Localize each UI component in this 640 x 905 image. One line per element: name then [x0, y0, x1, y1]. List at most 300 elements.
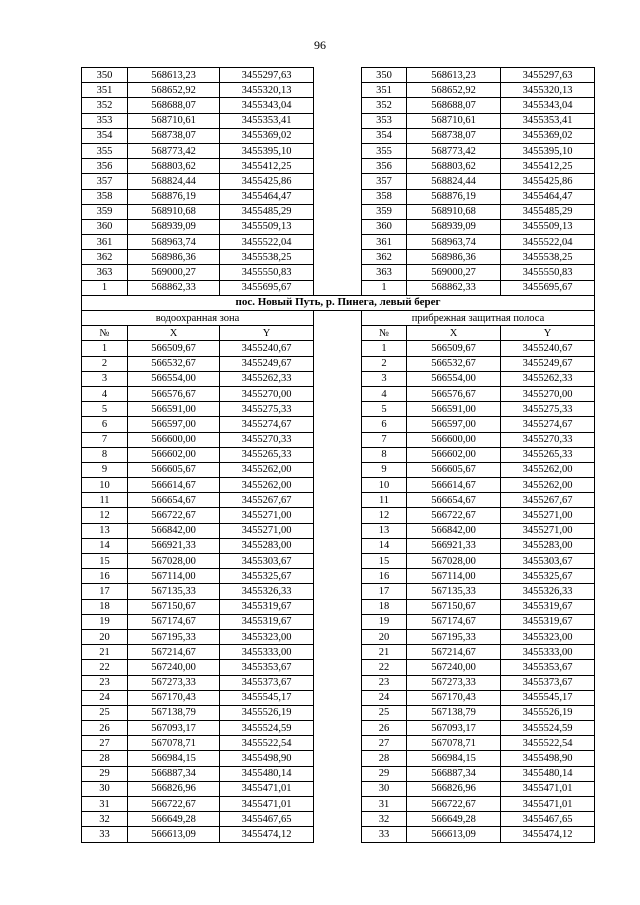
left-y-coordinate: 3455474,12 — [220, 827, 314, 842]
right-y-coordinate: 3455412,25 — [501, 159, 595, 174]
left-y-coordinate: 3455467,65 — [220, 812, 314, 827]
table-row — [82, 584, 595, 599]
column-gap — [314, 493, 362, 508]
coordinates-table — [81, 67, 595, 843]
right-point-number: 21 — [362, 645, 407, 660]
left-x-coordinate: 566509,67 — [128, 341, 220, 356]
right-x-coordinate: 567138,79 — [407, 705, 501, 720]
left-point-number: 33 — [82, 827, 128, 842]
left-x-coordinate: 568824,44 — [128, 174, 220, 189]
right-y-coordinate: 3455353,41 — [501, 113, 595, 128]
left-point-number: 2 — [82, 356, 128, 371]
left-x-coordinate: 567174,67 — [128, 614, 220, 629]
column-gap — [314, 417, 362, 432]
left-y-coordinate: 3455353,67 — [220, 660, 314, 675]
main-rows — [82, 341, 595, 842]
table-row — [82, 538, 595, 553]
right-x-coordinate: 568710,61 — [407, 113, 501, 128]
column-gap — [314, 721, 362, 736]
right-x-coordinate: 567135,33 — [407, 584, 501, 599]
left-point-number: 360 — [82, 219, 128, 234]
left-x-coordinate: 567170,43 — [128, 690, 220, 705]
left-y-coordinate: 3455323,00 — [220, 629, 314, 644]
left-zone-label: водоохранная зона — [82, 311, 314, 326]
column-gap — [314, 326, 362, 341]
left-point-number: 357 — [82, 174, 128, 189]
left-x-coordinate: 566887,34 — [128, 766, 220, 781]
column-gap — [314, 402, 362, 417]
left-x-coordinate: 567150,67 — [128, 599, 220, 614]
table-row — [82, 417, 595, 432]
right-point-number: 353 — [362, 113, 407, 128]
left-x-coordinate: 568688,07 — [128, 98, 220, 113]
right-y-coordinate: 3455262,00 — [501, 478, 595, 493]
left-y-coordinate: 3455369,02 — [220, 128, 314, 143]
column-gap — [314, 569, 362, 584]
table-row — [82, 371, 595, 386]
right-point-number: 18 — [362, 599, 407, 614]
left-y-coordinate: 3455471,01 — [220, 781, 314, 796]
right-x-coordinate: 568876,19 — [407, 189, 501, 204]
column-gap — [314, 629, 362, 644]
right-y-coordinate: 3455485,29 — [501, 204, 595, 219]
right-y-coordinate: 3455271,00 — [501, 508, 595, 523]
left-x-coordinate: 567078,71 — [128, 736, 220, 751]
right-point-number: 23 — [362, 675, 407, 690]
right-y-coordinate: 3455319,67 — [501, 614, 595, 629]
left-point-number: 9 — [82, 462, 128, 477]
left-y-coordinate: 3455526,19 — [220, 705, 314, 720]
left-x-coordinate: 568963,74 — [128, 235, 220, 250]
left-x-coordinate: 568939,09 — [128, 219, 220, 234]
table-row — [82, 721, 595, 736]
right-y-coordinate: 3455526,19 — [501, 705, 595, 720]
table-row — [82, 766, 595, 781]
left-point-number: 363 — [82, 265, 128, 280]
right-point-number: 22 — [362, 660, 407, 675]
left-point-number: 354 — [82, 128, 128, 143]
right-x-coordinate: 568910,68 — [407, 204, 501, 219]
left-x-coordinate: 567273,33 — [128, 675, 220, 690]
column-gap — [314, 341, 362, 356]
column-gap — [314, 235, 362, 250]
right-y-coordinate: 3455274,67 — [501, 417, 595, 432]
header-y: Y — [220, 326, 314, 341]
table-row — [82, 432, 595, 447]
table-row — [82, 174, 595, 189]
left-point-number: 31 — [82, 797, 128, 812]
left-point-number: 362 — [82, 250, 128, 265]
page-number: 96 — [314, 38, 326, 52]
left-x-coordinate: 566842,00 — [128, 523, 220, 538]
left-y-coordinate: 3455249,67 — [220, 356, 314, 371]
table-row — [82, 508, 595, 523]
table-row — [82, 265, 595, 280]
right-point-number: 28 — [362, 751, 407, 766]
right-y-coordinate: 3455249,67 — [501, 356, 595, 371]
right-x-coordinate: 566649,28 — [407, 812, 501, 827]
table-row — [82, 98, 595, 113]
right-y-coordinate: 3455270,33 — [501, 432, 595, 447]
right-y-coordinate: 3455326,33 — [501, 584, 595, 599]
left-point-number: 24 — [82, 690, 128, 705]
left-y-coordinate: 3455524,59 — [220, 721, 314, 736]
right-y-coordinate: 3455474,12 — [501, 827, 595, 842]
column-gap — [314, 645, 362, 660]
right-x-coordinate: 566532,67 — [407, 356, 501, 371]
left-point-number: 32 — [82, 812, 128, 827]
right-x-coordinate: 568613,23 — [407, 68, 501, 83]
right-point-number: 363 — [362, 265, 407, 280]
right-point-number: 356 — [362, 159, 407, 174]
right-y-coordinate: 3455509,13 — [501, 219, 595, 234]
left-point-number: 30 — [82, 781, 128, 796]
left-point-number: 28 — [82, 751, 128, 766]
left-y-coordinate: 3455522,54 — [220, 736, 314, 751]
right-y-coordinate: 3455267,67 — [501, 493, 595, 508]
left-x-coordinate: 567138,79 — [128, 705, 220, 720]
right-y-coordinate: 3455297,63 — [501, 68, 595, 83]
right-point-number: 3 — [362, 371, 407, 386]
right-zone-label: прибрежная защитная полоса — [362, 311, 595, 326]
right-y-coordinate: 3455262,33 — [501, 371, 595, 386]
left-x-coordinate: 567195,33 — [128, 629, 220, 644]
column-gap — [314, 690, 362, 705]
left-x-coordinate: 567114,00 — [128, 569, 220, 584]
table-row — [82, 250, 595, 265]
column-gap — [314, 584, 362, 599]
right-point-number: 26 — [362, 721, 407, 736]
right-y-coordinate: 3455471,01 — [501, 781, 595, 796]
column-gap — [314, 781, 362, 796]
column-gap — [314, 797, 362, 812]
table-row — [82, 493, 595, 508]
right-y-coordinate: 3455265,33 — [501, 447, 595, 462]
left-point-number: 352 — [82, 98, 128, 113]
section-title: пос. Новый Путь, р. Пинега, левый берег — [82, 295, 595, 310]
table-row — [82, 523, 595, 538]
left-point-number: 358 — [82, 189, 128, 204]
section-header — [82, 295, 595, 341]
left-y-coordinate: 3455326,33 — [220, 584, 314, 599]
table-row — [82, 447, 595, 462]
left-y-coordinate: 3455425,86 — [220, 174, 314, 189]
left-y-coordinate: 3455412,25 — [220, 159, 314, 174]
column-gap — [314, 386, 362, 401]
right-point-number: 12 — [362, 508, 407, 523]
column-gap — [314, 599, 362, 614]
right-x-coordinate: 566921,33 — [407, 538, 501, 553]
right-x-coordinate: 567078,71 — [407, 736, 501, 751]
right-point-number: 20 — [362, 629, 407, 644]
left-x-coordinate: 568862,33 — [128, 280, 220, 295]
left-y-coordinate: 3455262,00 — [220, 478, 314, 493]
table-row — [82, 614, 595, 629]
right-x-coordinate: 567174,67 — [407, 614, 501, 629]
right-point-number: 27 — [362, 736, 407, 751]
column-gap — [314, 766, 362, 781]
right-x-coordinate: 566826,96 — [407, 781, 501, 796]
column-gap — [314, 356, 362, 371]
right-point-number: 29 — [362, 766, 407, 781]
table-row — [82, 812, 595, 827]
column-gap — [314, 736, 362, 751]
left-x-coordinate: 566984,15 — [128, 751, 220, 766]
right-point-number: 9 — [362, 462, 407, 477]
right-y-coordinate: 3455353,67 — [501, 660, 595, 675]
table-row — [82, 462, 595, 477]
left-y-coordinate: 3455550,83 — [220, 265, 314, 280]
right-x-coordinate: 566605,67 — [407, 462, 501, 477]
right-x-coordinate: 566597,00 — [407, 417, 501, 432]
left-point-number: 4 — [82, 386, 128, 401]
left-point-number: 25 — [82, 705, 128, 720]
right-x-coordinate: 567214,67 — [407, 645, 501, 660]
left-x-coordinate: 566826,96 — [128, 781, 220, 796]
left-x-coordinate: 566614,67 — [128, 478, 220, 493]
left-x-coordinate: 567240,00 — [128, 660, 220, 675]
left-point-number: 8 — [82, 447, 128, 462]
right-x-coordinate: 566722,67 — [407, 797, 501, 812]
right-x-coordinate: 568939,09 — [407, 219, 501, 234]
right-point-number: 2 — [362, 356, 407, 371]
column-gap — [314, 204, 362, 219]
left-point-number: 350 — [82, 68, 128, 83]
right-point-number: 361 — [362, 235, 407, 250]
right-point-number: 357 — [362, 174, 407, 189]
right-y-coordinate: 3455373,67 — [501, 675, 595, 690]
table-row — [82, 781, 595, 796]
right-y-coordinate: 3455303,67 — [501, 554, 595, 569]
right-y-coordinate: 3455369,02 — [501, 128, 595, 143]
left-x-coordinate: 566613,09 — [128, 827, 220, 842]
left-y-coordinate: 3455319,67 — [220, 614, 314, 629]
right-point-number: 8 — [362, 447, 407, 462]
left-x-coordinate: 566722,67 — [128, 508, 220, 523]
right-y-coordinate: 3455524,59 — [501, 721, 595, 736]
table-row — [82, 356, 595, 371]
table-row — [82, 705, 595, 720]
right-x-coordinate: 568652,92 — [407, 83, 501, 98]
column-gap — [314, 280, 362, 295]
right-point-number: 5 — [362, 402, 407, 417]
left-x-coordinate: 568613,23 — [128, 68, 220, 83]
left-point-number: 7 — [82, 432, 128, 447]
right-point-number: 359 — [362, 204, 407, 219]
right-y-coordinate: 3455464,47 — [501, 189, 595, 204]
left-x-coordinate: 566532,67 — [128, 356, 220, 371]
left-y-coordinate: 3455262,00 — [220, 462, 314, 477]
column-gap — [314, 174, 362, 189]
left-y-coordinate: 3455265,33 — [220, 447, 314, 462]
left-x-coordinate: 567214,67 — [128, 645, 220, 660]
header-x: X — [407, 326, 501, 341]
left-y-coordinate: 3455297,63 — [220, 68, 314, 83]
right-x-coordinate: 567114,00 — [407, 569, 501, 584]
left-x-coordinate: 568986,36 — [128, 250, 220, 265]
right-x-coordinate: 566654,67 — [407, 493, 501, 508]
column-gap — [314, 447, 362, 462]
left-y-coordinate: 3455343,04 — [220, 98, 314, 113]
left-x-coordinate: 568910,68 — [128, 204, 220, 219]
right-y-coordinate: 3455319,67 — [501, 599, 595, 614]
right-point-number: 16 — [362, 569, 407, 584]
left-point-number: 18 — [82, 599, 128, 614]
left-y-coordinate: 3455283,00 — [220, 538, 314, 553]
left-point-number: 27 — [82, 736, 128, 751]
right-x-coordinate: 568862,33 — [407, 280, 501, 295]
right-point-number: 14 — [362, 538, 407, 553]
right-point-number: 352 — [362, 98, 407, 113]
left-point-number: 355 — [82, 143, 128, 158]
left-point-number: 1 — [82, 280, 128, 295]
left-y-coordinate: 3455522,04 — [220, 235, 314, 250]
column-gap — [314, 827, 362, 842]
column-gap — [314, 250, 362, 265]
left-point-number: 359 — [82, 204, 128, 219]
right-point-number: 30 — [362, 781, 407, 796]
right-point-number: 17 — [362, 584, 407, 599]
right-y-coordinate: 3455262,00 — [501, 462, 595, 477]
left-x-coordinate: 566576,67 — [128, 386, 220, 401]
left-point-number: 361 — [82, 235, 128, 250]
right-point-number: 31 — [362, 797, 407, 812]
left-point-number: 351 — [82, 83, 128, 98]
right-point-number: 1 — [362, 280, 407, 295]
left-point-number: 10 — [82, 478, 128, 493]
column-gap — [314, 83, 362, 98]
right-point-number: 4 — [362, 386, 407, 401]
column-gap — [314, 478, 362, 493]
table-row — [82, 797, 595, 812]
left-x-coordinate: 566554,00 — [128, 371, 220, 386]
right-point-number: 15 — [362, 554, 407, 569]
right-x-coordinate: 566984,15 — [407, 751, 501, 766]
right-y-coordinate: 3455275,33 — [501, 402, 595, 417]
right-point-number: 32 — [362, 812, 407, 827]
column-gap — [314, 812, 362, 827]
table-row — [82, 402, 595, 417]
table-row — [82, 629, 595, 644]
right-y-coordinate: 3455480,14 — [501, 766, 595, 781]
left-x-coordinate: 566649,28 — [128, 812, 220, 827]
left-y-coordinate: 3455262,33 — [220, 371, 314, 386]
column-gap — [314, 705, 362, 720]
column-gap — [314, 311, 362, 326]
right-x-coordinate: 566602,00 — [407, 447, 501, 462]
column-gap — [314, 508, 362, 523]
left-point-number: 16 — [82, 569, 128, 584]
right-x-coordinate: 567150,67 — [407, 599, 501, 614]
left-x-coordinate: 568773,42 — [128, 143, 220, 158]
right-point-number: 1 — [362, 341, 407, 356]
right-point-number: 7 — [362, 432, 407, 447]
table-row — [82, 159, 595, 174]
table-row — [82, 235, 595, 250]
right-x-coordinate: 566887,34 — [407, 766, 501, 781]
left-point-number: 15 — [82, 554, 128, 569]
left-x-coordinate: 566597,00 — [128, 417, 220, 432]
right-x-coordinate: 566554,00 — [407, 371, 501, 386]
left-point-number: 17 — [82, 584, 128, 599]
left-y-coordinate: 3455485,29 — [220, 204, 314, 219]
right-x-coordinate: 568963,74 — [407, 235, 501, 250]
left-point-number: 3 — [82, 371, 128, 386]
right-x-coordinate: 568824,44 — [407, 174, 501, 189]
table-row — [82, 189, 595, 204]
left-x-coordinate: 567135,33 — [128, 584, 220, 599]
left-x-coordinate: 566602,00 — [128, 447, 220, 462]
right-y-coordinate: 3455695,67 — [501, 280, 595, 295]
left-y-coordinate: 3455320,13 — [220, 83, 314, 98]
table-row — [82, 386, 595, 401]
right-y-coordinate: 3455545,17 — [501, 690, 595, 705]
right-point-number: 350 — [362, 68, 407, 83]
left-point-number: 29 — [82, 766, 128, 781]
left-y-coordinate: 3455274,67 — [220, 417, 314, 432]
column-gap — [314, 265, 362, 280]
column-gap — [314, 143, 362, 158]
left-point-number: 13 — [82, 523, 128, 538]
left-y-coordinate: 3455325,67 — [220, 569, 314, 584]
right-x-coordinate: 567170,43 — [407, 690, 501, 705]
column-gap — [314, 371, 362, 386]
column-gap — [314, 159, 362, 174]
left-point-number: 5 — [82, 402, 128, 417]
right-point-number: 19 — [362, 614, 407, 629]
right-x-coordinate: 567273,33 — [407, 675, 501, 690]
left-x-coordinate: 566600,00 — [128, 432, 220, 447]
right-x-coordinate: 566842,00 — [407, 523, 501, 538]
table-row — [82, 113, 595, 128]
left-y-coordinate: 3455471,01 — [220, 797, 314, 812]
left-x-coordinate: 568803,62 — [128, 159, 220, 174]
table-row — [82, 280, 595, 295]
left-x-coordinate: 568876,19 — [128, 189, 220, 204]
right-x-coordinate: 566591,00 — [407, 402, 501, 417]
left-point-number: 14 — [82, 538, 128, 553]
left-x-coordinate: 569000,27 — [128, 265, 220, 280]
right-x-coordinate: 567028,00 — [407, 554, 501, 569]
left-x-coordinate: 566921,33 — [128, 538, 220, 553]
right-point-number: 13 — [362, 523, 407, 538]
left-point-number: 23 — [82, 675, 128, 690]
left-y-coordinate: 3455319,67 — [220, 599, 314, 614]
table-row — [82, 219, 595, 234]
right-point-number: 24 — [362, 690, 407, 705]
column-gap — [314, 219, 362, 234]
right-x-coordinate: 567240,00 — [407, 660, 501, 675]
left-point-number: 11 — [82, 493, 128, 508]
right-y-coordinate: 3455283,00 — [501, 538, 595, 553]
left-y-coordinate: 3455538,25 — [220, 250, 314, 265]
left-point-number: 21 — [82, 645, 128, 660]
right-point-number: 362 — [362, 250, 407, 265]
header-number: № — [82, 326, 128, 341]
left-y-coordinate: 3455509,13 — [220, 219, 314, 234]
right-y-coordinate: 3455395,10 — [501, 143, 595, 158]
column-gap — [314, 675, 362, 690]
right-point-number: 355 — [362, 143, 407, 158]
table-row — [82, 690, 595, 705]
table-row — [82, 675, 595, 690]
right-x-coordinate: 568688,07 — [407, 98, 501, 113]
left-y-coordinate: 3455395,10 — [220, 143, 314, 158]
right-y-coordinate: 3455325,67 — [501, 569, 595, 584]
left-point-number: 1 — [82, 341, 128, 356]
left-x-coordinate: 568738,07 — [128, 128, 220, 143]
right-y-coordinate: 3455550,83 — [501, 265, 595, 280]
